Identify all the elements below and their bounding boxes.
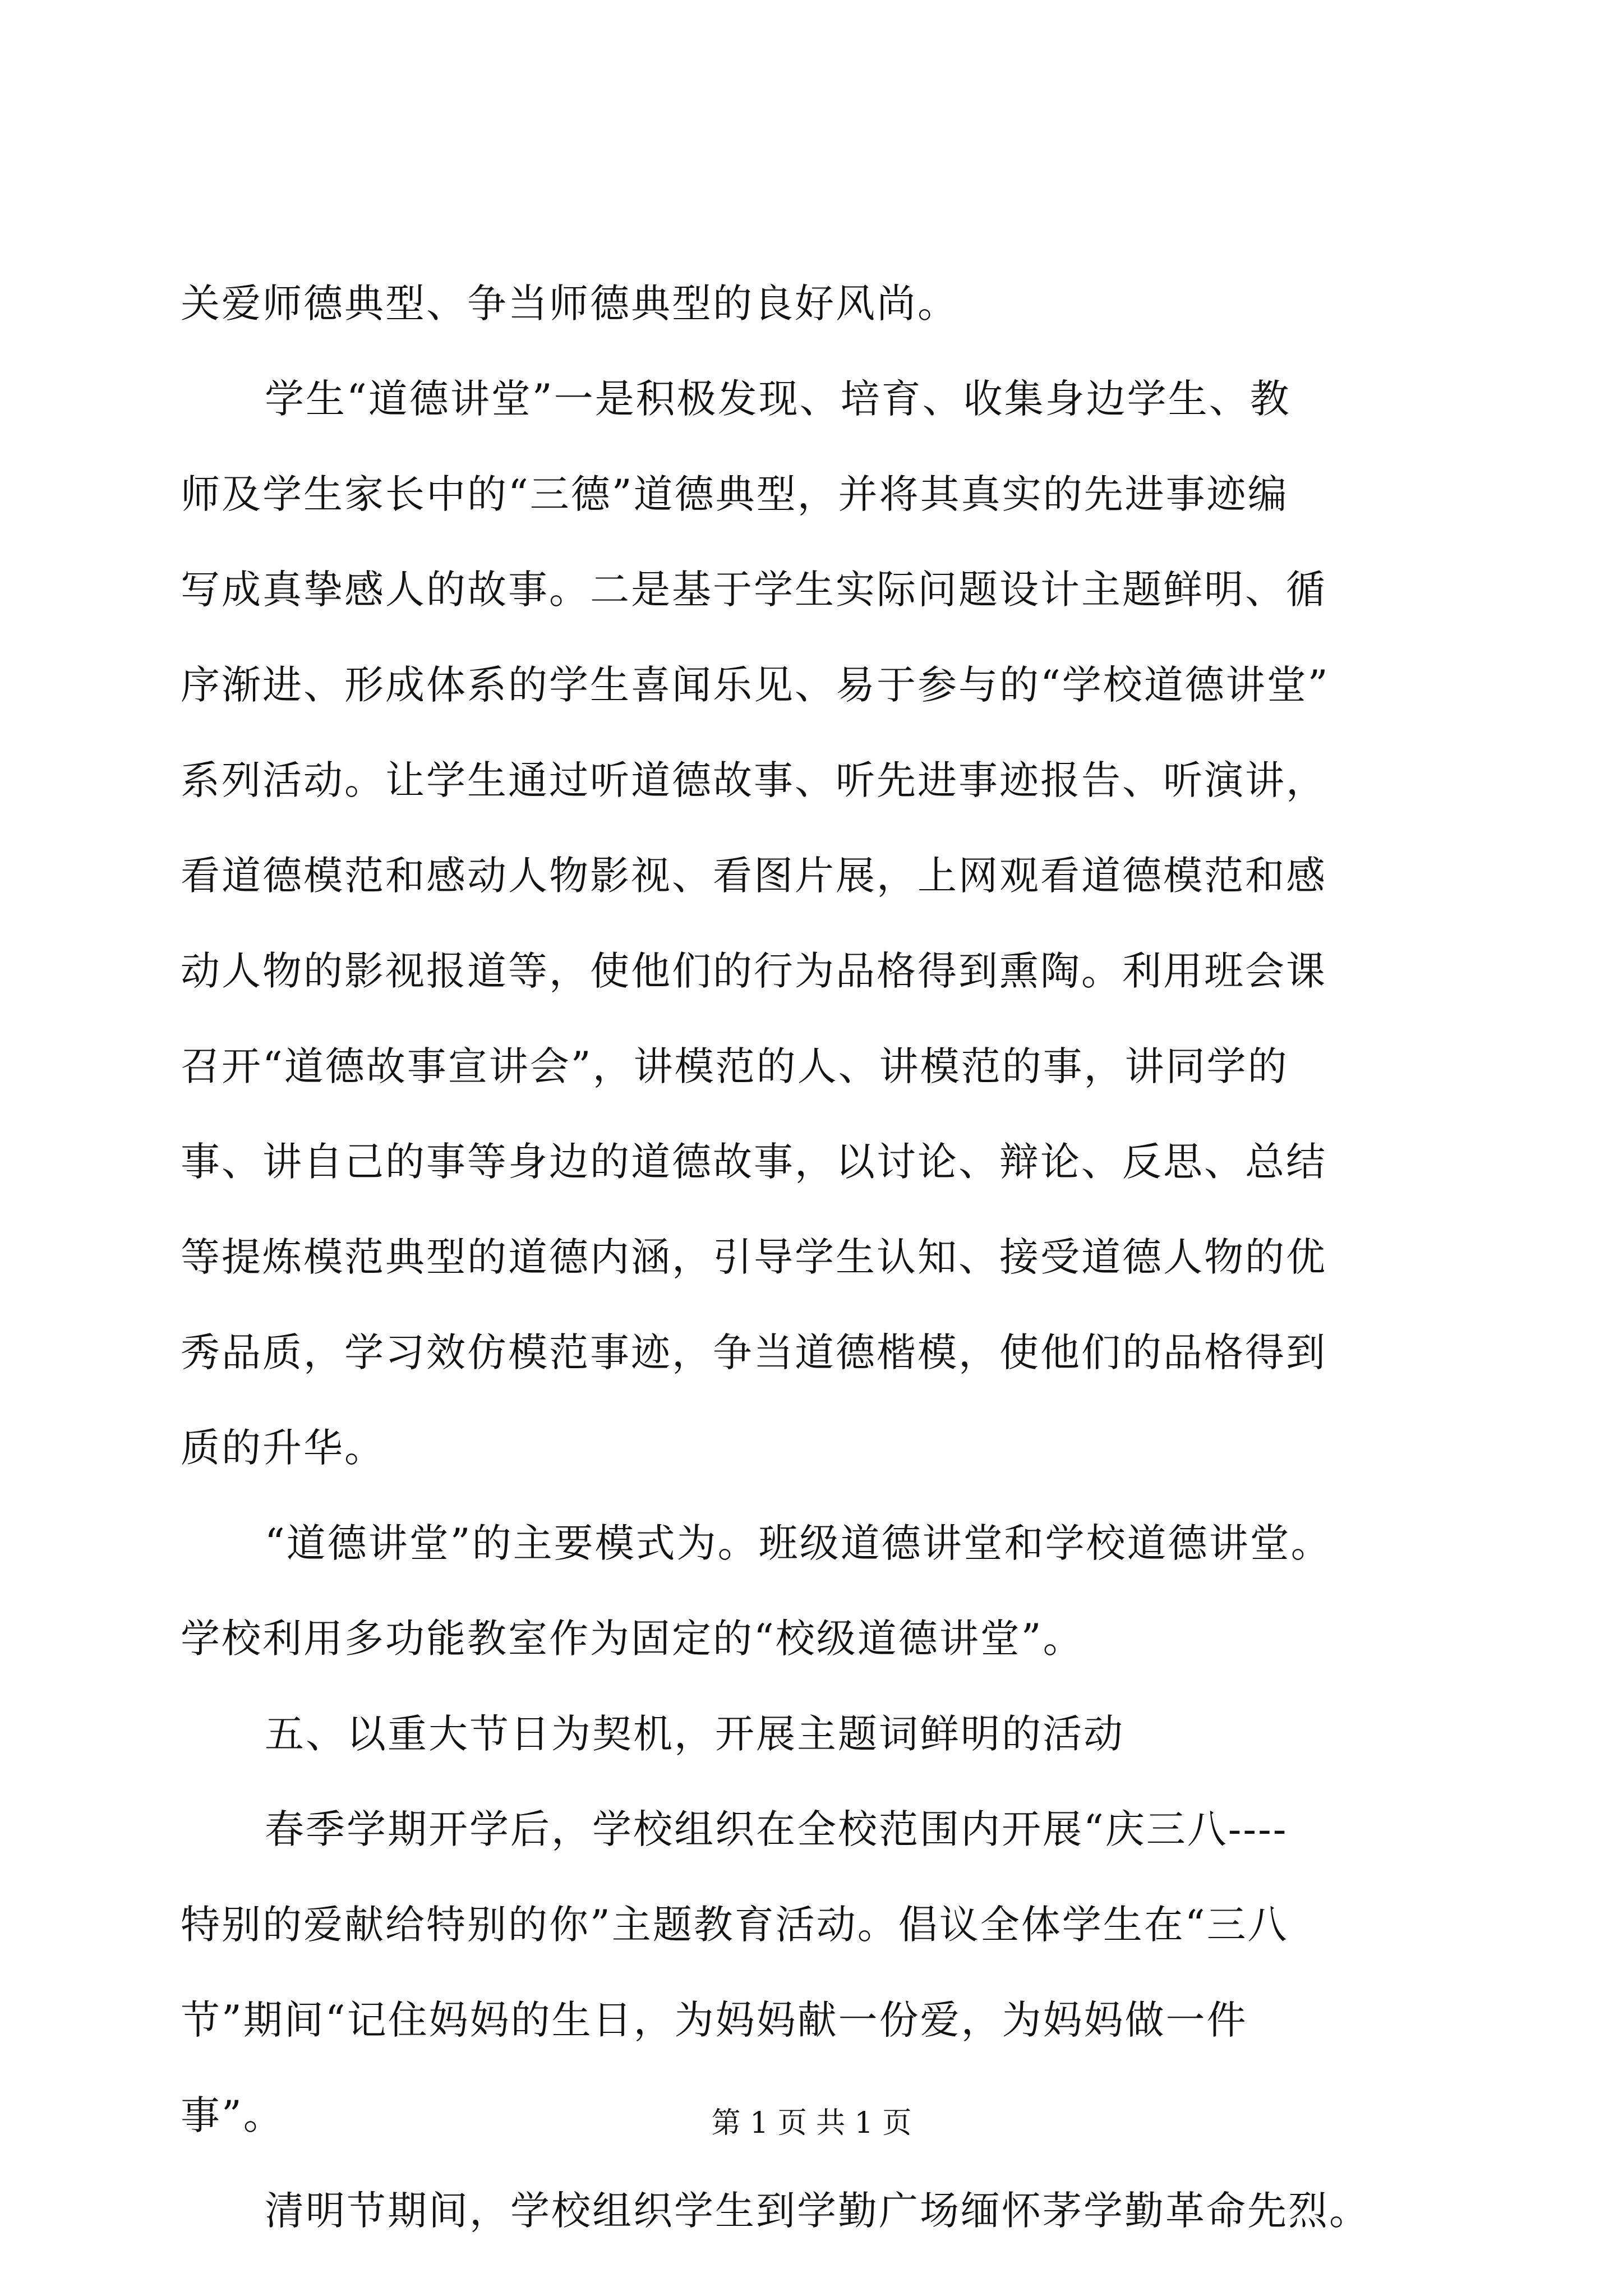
- text-line: 秀品质，学习效仿模范事迹，争当道德楷模，使他们的品格得到: [181, 1329, 1327, 1375]
- text-line: 师及学生家长中的“三德”道德典型，并将其真实的先进事迹编: [181, 471, 1289, 517]
- text-line: 质的升华。: [181, 1425, 385, 1471]
- text-line: 节”期间“记住妈妈的生日，为妈妈献一份爱，为妈妈做一件: [181, 1997, 1248, 2043]
- text-line: 动人物的影视报道等，使他们的行为品格得到熏陶。利用班会课: [181, 948, 1327, 994]
- text-line: 特别的爱献给特别的你”主题教育活动。倡议全体学生在“三八: [181, 1902, 1289, 1948]
- document-body: [181, 256, 1427, 2258]
- text-line: 召开“道德故事宣讲会”，讲模范的人、讲模范的事，讲同学的: [181, 1043, 1289, 1089]
- text-line: 等提炼模范典型的道德内涵，引导学生认知、接受道德人物的优: [181, 1234, 1327, 1280]
- page-footer: [0, 2101, 1623, 2146]
- text-line: 系列活动。让学生通过听道德故事、听先进事迹报告、听演讲，: [181, 757, 1327, 803]
- text-line: “道德讲堂”的主要模式为。班级道德讲堂和学校道德讲堂。: [265, 1520, 1332, 1566]
- page-number-label: 第 1 页 共 1 页: [711, 2106, 912, 2140]
- text-line: 清明节期间，学校组织学生到学勤广场缅怀茅学勤革命先烈。: [265, 2188, 1370, 2234]
- section-heading: 五、以重大节日为契机，开展主题词鲜明的活动: [265, 1711, 1124, 1757]
- text-line: 事”。: [181, 2092, 284, 2138]
- text-line: 学生“道德讲堂”一是积极发现、培育、收集身边学生、教: [265, 376, 1291, 422]
- text-line: 事、讲自己的事等身边的道德故事，以讨论、辩论、反思、总结: [181, 1139, 1327, 1185]
- text-line: 序渐进、形成体系的学生喜闻乐见、易于参与的“学校道德讲堂”: [181, 662, 1330, 708]
- text-line: 关爱师德典型、争当师德典型的良好风尚。: [181, 280, 958, 326]
- text-line: 写成真挚感人的故事。二是基于学生实际问题设计主题鲜明、循: [181, 567, 1327, 613]
- text-line: 春季学期开学后，学校组织在全校范围内开展“庆三八----: [265, 1806, 1288, 1852]
- text-line: 看道德模范和感动人物影视、看图片展，上网观看道德模范和感: [181, 853, 1327, 899]
- text-line: 学校利用多功能教室作为固定的“校级道德讲堂”。: [181, 1616, 1084, 1662]
